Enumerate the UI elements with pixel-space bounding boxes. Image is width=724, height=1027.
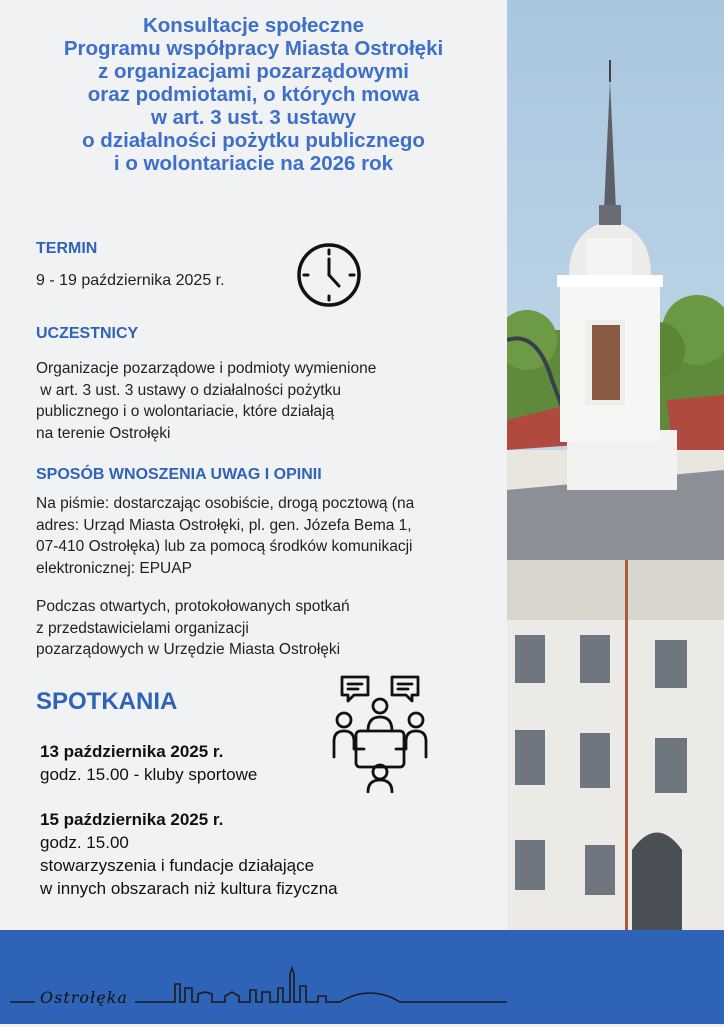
text-line: Podczas otwartych, protokołowanych spotkań <box>36 598 350 615</box>
meeting-people-icon <box>330 675 430 798</box>
document-title <box>0 14 507 175</box>
title-line: i o wolontariacie na 2026 rok <box>113 152 394 175</box>
meeting-line: godz. 15.00 - kluby sportowe <box>40 765 258 784</box>
town-hall-illustration <box>507 0 724 930</box>
uczestnicy-text <box>36 358 376 444</box>
text-line: na terenie Ostrołęki <box>36 424 171 442</box>
sposob-para1 <box>36 493 414 579</box>
text-line: 07-410 Ostrołęka) lub za pomocą środków komunikacji <box>36 538 413 555</box>
termin-date: 9 - 19 października 2025 r. <box>36 272 225 289</box>
text-line: adres: Urząd Miasta Ostrołęki, pl. gen. Józefa Bema 1, <box>36 516 412 534</box>
title-line: o działalności pożytku publicznego <box>82 129 425 152</box>
uczestnicy-heading: UCZESTNICY <box>36 325 139 342</box>
title-line: w art. 3 ust. 3 ustawy <box>150 106 357 129</box>
text-line: z przedstawicielami organizacji <box>36 619 249 637</box>
meeting-date: 13 października 2025 r. <box>40 742 224 761</box>
termin-heading: TERMIN <box>36 240 98 257</box>
meeting-2 <box>40 808 338 900</box>
meeting-line: stowarzyszenia i fundacje działające <box>40 856 315 875</box>
meeting-date: 15 października 2025 r. <box>40 810 224 829</box>
text-line: elektronicznej: EPUAP <box>36 559 192 577</box>
text-line: Organizacje pozarządowe i podmioty wymienione <box>36 360 377 377</box>
text-line: Na piśmie: dostarczając osobiście, drogą pocztową (na <box>36 495 415 512</box>
title-line: Konsultacje społeczne <box>142 14 364 37</box>
text-line: pozarządowych w Urzędzie Miasta Ostrołęki <box>36 641 341 658</box>
text-line: publicznego i o wolontariacie, które działają <box>36 403 335 420</box>
sposob-para2 <box>36 596 350 661</box>
title-line: Programu współpracy Miasta Ostrołęki <box>63 37 444 60</box>
sposob-heading: SPOSÓB WNOSZENIA UWAG I OPINII <box>36 466 322 483</box>
title-line: z organizacjami pozarządowymi <box>98 60 409 83</box>
meeting-line: godz. 15.00 <box>40 833 129 852</box>
meeting-1 <box>40 740 257 786</box>
city-name-logo: Ostrołęka <box>40 988 128 1007</box>
spotkania-heading: SPOTKANIA <box>36 688 178 715</box>
title-line: oraz podmiotami, o których mowa <box>87 83 420 106</box>
clock-icon <box>296 242 362 313</box>
text-line: w art. 3 ust. 3 ustawy o działalności pożytku <box>36 381 341 399</box>
meeting-line: w innych obszarach niż kultura fizyczna <box>40 879 338 898</box>
town-hall-photo <box>507 0 724 930</box>
